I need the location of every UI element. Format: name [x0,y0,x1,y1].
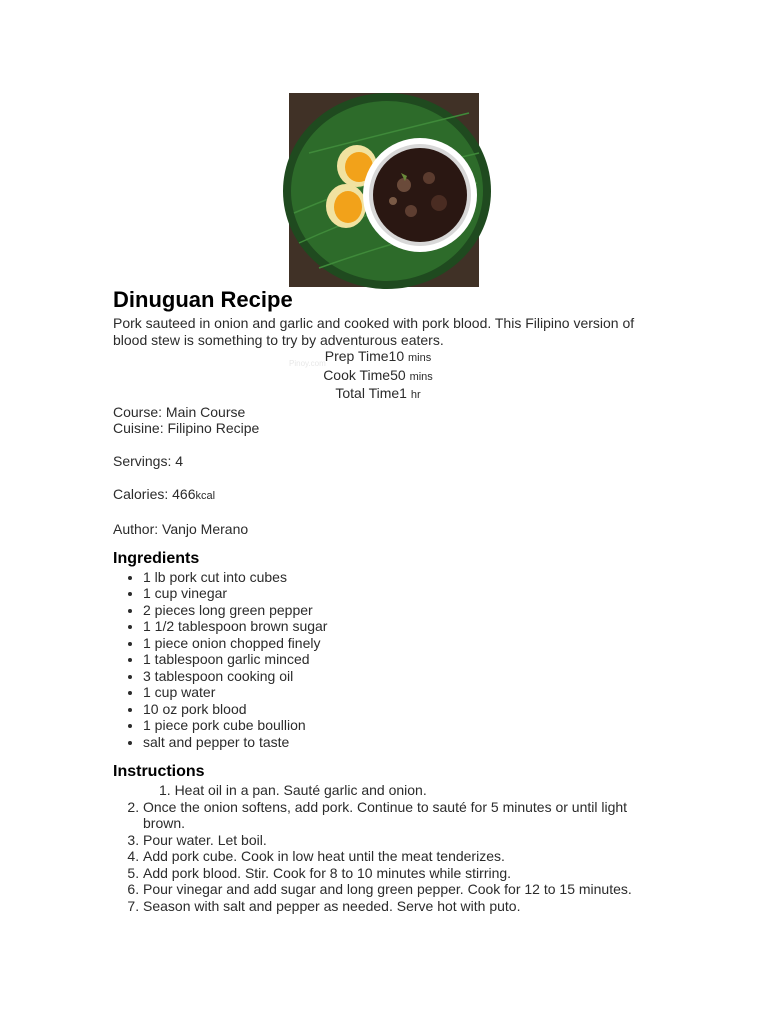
cook-time-value: 50 [390,366,406,383]
dinuguan-illustration [289,93,479,287]
ingredient-item: • 10 oz pork blood [143,701,643,718]
ingredient-item: • 1 piece onion chopped finely [143,635,643,652]
instruction-step: 4. Add pork cube. Cook in low heat until the meat tenderizes. [143,848,643,865]
calories [113,486,643,505]
instruction-step: 1. Heat oil in a pan. Sauté garlic and onion. [159,782,427,798]
recipe-description: Pork sauteed in onion and garlic and cooked with pork blood. This Filipino version of blood stew is something to try by adventurous eaters. [113,315,635,348]
ingredient-item: • 1 cup water [143,684,643,701]
instruction-step: 7. Season with salt and pepper as needed. Serve hot with puto. [143,898,643,915]
ingredient-item: • 3 tablespoon cooking oil [143,668,643,685]
ingredients-list [113,569,643,751]
instructions-heading: Instructions [113,763,205,780]
ingredient-item: • 1 tablespoon garlic minced [143,651,643,668]
prep-time-unit: mins [408,352,432,364]
instruction-step: 2. Once the onion softens, add pork. Continue to sauté for 5 minutes or until light brown. [143,799,643,832]
prep-time [113,348,643,367]
total-time [113,385,643,404]
prep-time-label: Prep Time [324,348,389,364]
ingredients-heading: Ingredients [113,549,200,567]
ingredient-item: • 1 piece pork cube boullion [143,717,643,734]
instruction-step: 6. Pour vinegar and add sugar and long green pepper. Cook for 12 to 15 minutes. [143,881,643,898]
total-time-value: 1 [399,385,407,401]
author: Author: Vanjo Merano [113,521,249,537]
cuisine: Cuisine: Filipino Recipe [113,420,260,436]
total-time-label: Total Time [335,385,400,401]
servings: Servings: 4 [113,453,184,469]
instruction-step: 3. Pour water. Let boil. [143,832,643,849]
instruction-step: 5. Add pork blood. Stir. Cook for 8 to 10 minutes while stirring. [143,865,643,882]
calories-unit: kcal [195,490,216,502]
ingredient-item: • 2 pieces long green pepper [143,602,643,619]
recipe-title: Dinuguan Recipe [113,287,293,312]
ingredient-item: • salt and pepper to taste [143,734,643,751]
photo-credit: Pinoy.com [289,359,326,368]
instructions-list-continued [113,799,643,915]
prep-time-value: 10 [388,348,405,364]
cook-time [113,367,643,386]
course: Course: Main Course [113,403,246,420]
ingredient-item: • 1 lb pork cut into cubes [143,569,643,586]
cook-time-unit: mins [409,370,433,383]
instructions-list [113,782,643,799]
total-time-unit: hr [410,389,421,401]
recipe-content [113,286,643,914]
ingredient-item: • 1 1/2 tablespoon brown sugar [143,618,643,635]
calories-value: Calories: 466 [113,486,196,502]
cook-time-label: Cook Time [323,366,391,383]
ingredient-item: • 1 cup vinegar [143,585,643,602]
